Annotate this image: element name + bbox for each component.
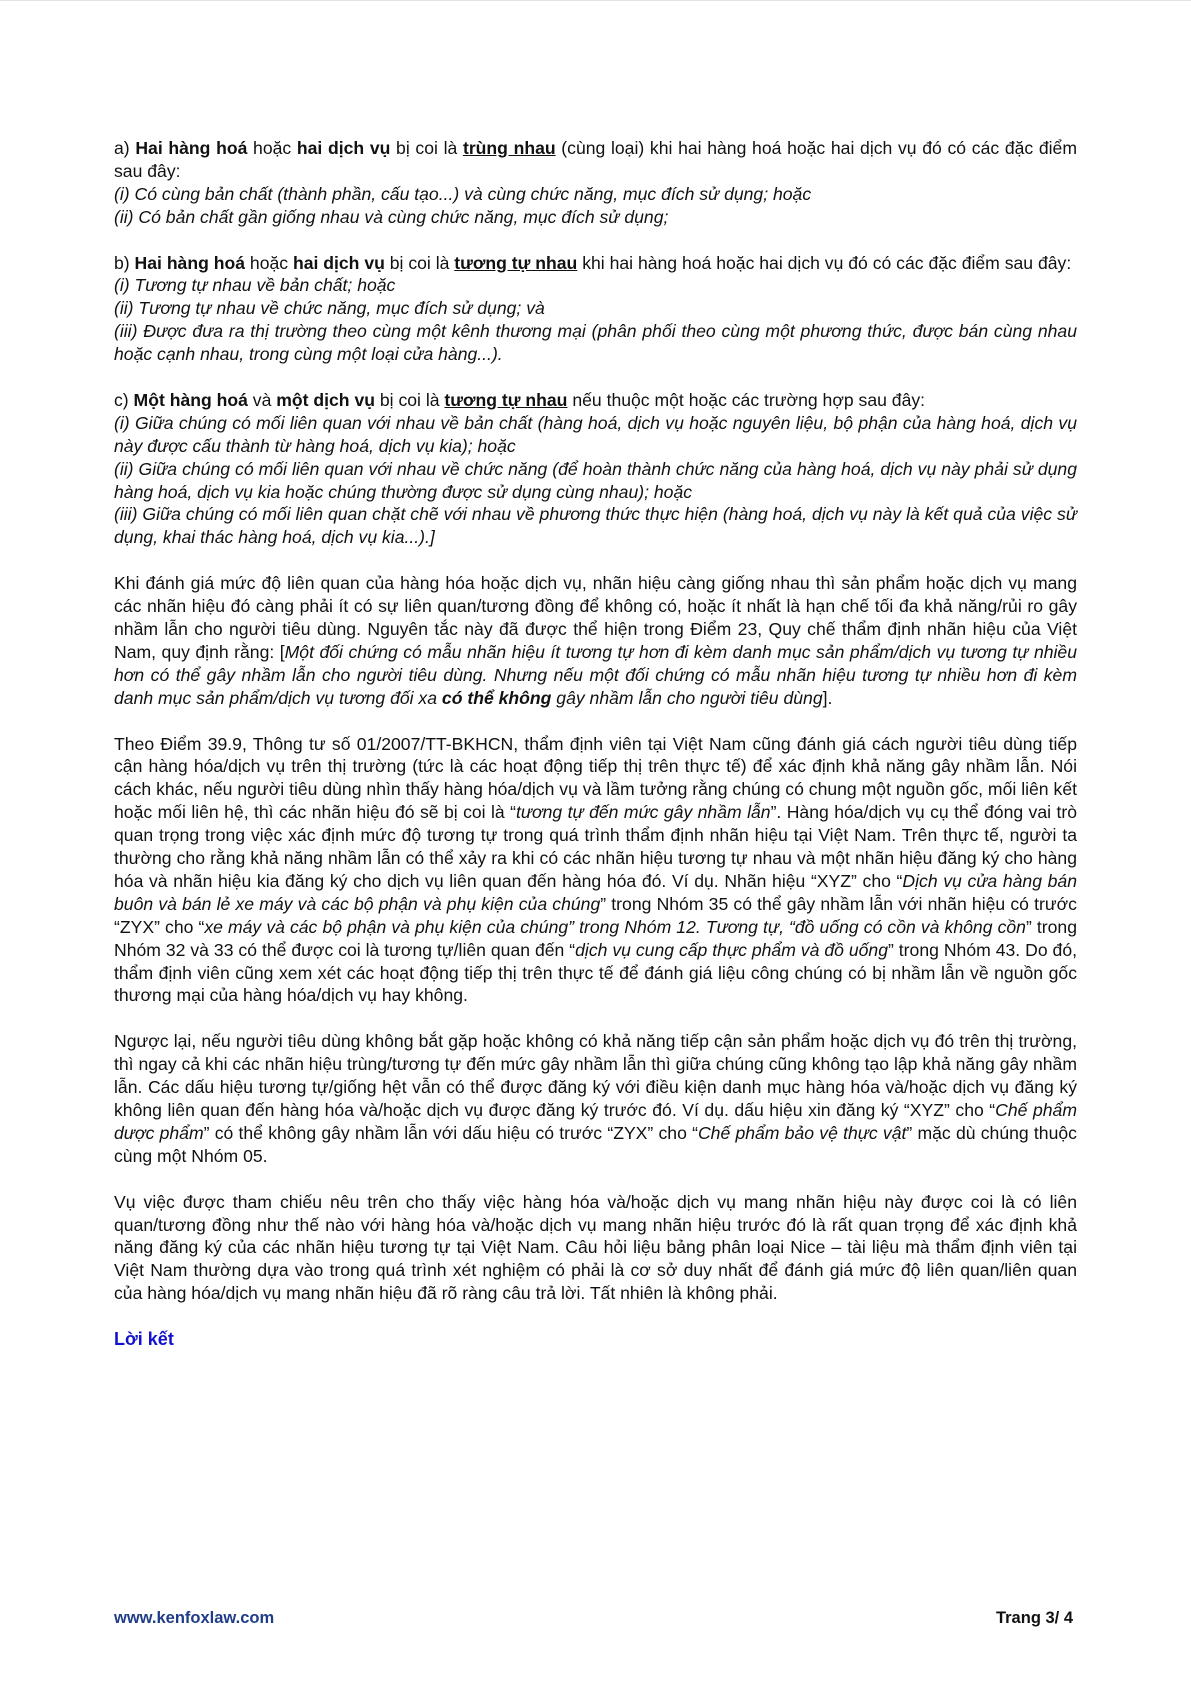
section-b-prefix: b) <box>114 252 135 273</box>
para2-italic-2: Dịch vụ cửa hàng bán buôn và bán lẻ xe máy và các bộ phận và phụ kiện của chúng <box>114 870 1077 914</box>
para2-text-2: ”. Hàng hóa/dịch vụ cụ thể đóng vai trò quan trọng trong việc xác định mức độ tương tự trong quá trình thẩm định nhãn hiệu tại Việt Nam. Trên thực tế, người ta thường cho rằng khả năng nhầm lẫn có thể xảy ra khi có các nhãn hiệu tương tự nhau và một nhãn hiệu đăng ký cho hàng hóa và nhãn hiệu kia đăng ký cho dịch vụ liên quan đến hàng hóa đó. Ví dụ. Nhãn hiệu “XYZ” cho “ <box>114 802 1077 891</box>
section-a-mid: bị coi là <box>390 138 463 158</box>
footer-website-link[interactable]: www.kenfoxlaw.com <box>114 1609 275 1627</box>
section-a <box>114 137 1077 229</box>
para1-quote-1: Một đối chứng có mẫu nhãn hiệu ít tương tự hơn đi kèm danh mục sản phẩm/dịch vụ tương tự nhiều hơn có thể gây nhầm lẫn cho người tiêu dùng. Nhưng nếu một đối chứng có mẫu nhãn hiệu tương tự nhiều hơn đi kèm danh mục sản phẩm/dịch vụ tương đối xa <box>114 641 1077 708</box>
section-c-rest: nếu thuộc một hoặc các trường hợp sau đây: <box>567 389 926 410</box>
section-a-item-1: (i) Có cùng bản chất (thành phần, cấu tạo...) và cùng chức năng, mục đích sử dụng; hoặc <box>114 183 812 204</box>
section-c-item-1: (i) Giữa chúng có mối liên quan với nhau về bản chất (hàng hoá, dịch vụ hoặc nguyên liệu, bộ phận của hàng hoá, dịch vụ này được cấu thành từ hàng hoá, dịch vụ kia); hoặc <box>114 412 1077 456</box>
section-a-rest: (cùng loại) khi hai hàng hoá hoặc hai dịch vụ đó có các đặc điểm sau đây: <box>114 138 1077 181</box>
section-b <box>114 252 1077 367</box>
section-c-term2: một dịch vụ <box>276 389 375 410</box>
paragraph-relatedness <box>114 572 1077 709</box>
section-c-term1: Một hàng hoá <box>133 389 248 410</box>
para2-text-4: ” trong Nhóm 32 và 33 có thể được coi là tương tự/liên quan đến “ <box>114 916 1077 960</box>
section-b-item-2: (ii) Tương tự nhau về chức năng, mục đích sử dụng; và <box>114 298 545 319</box>
para1-text-2: ]. <box>822 687 833 708</box>
para1-quote-emphasis: có thể không <box>441 687 552 708</box>
section-b-keyword: tương tự nhau <box>454 252 578 273</box>
section-b-rest: khi hai hàng hoá hoặc hai dịch vụ đó có các đặc điểm sau đây: <box>577 252 1072 273</box>
section-b-conj: hoặc <box>245 252 293 273</box>
section-b-term2: hai dịch vụ <box>292 252 385 273</box>
paragraph-conversely <box>114 1030 1077 1167</box>
section-a-term1: Hai hàng hoá <box>135 138 248 158</box>
section-c <box>114 389 1077 549</box>
para2-text-1: Theo Điểm 39.9, Thông tư số 01/2007/TT-BKHCN, thẩm định viên tại Việt Nam cũng đánh giá cách người tiêu dùng tiếp cận hàng hóa/dịch vụ trên thị trường (tức là các hoạt động tiếp thị trên thực tế) để xác định khả năng gây nhầm lẫn. Nói cách khác, nếu người tiêu dùng nhìn thấy hàng hóa/dịch vụ và lầm tưởng rằng chúng có chung một nguồn gốc, mối liên kết hoặc mối liên hệ, thì các nhãn hiệu đó sẽ bị coi là “ <box>114 733 1077 823</box>
para3-text-2: ” có thể không gây nhầm lẫn với dấu hiệu có trước “ZYX” cho “ <box>203 1122 698 1143</box>
para3-text-1: Ngược lại, nếu người tiêu dùng không bắt gặp hoặc không có khả năng tiếp cận sản phẩm hoặc dịch vụ đó trên thị trường, thì ngay cả khi các nhãn hiệu trùng/tương tự đến mức gây nhầm lẫn thì giữa chúng cũng không tạo lập khả năng gây nhầm lẫn. Các dấu hiệu tương tự/giống hệt vẫn có thể được đăng ký với điều kiện danh mục hàng hóa và/hoặc dịch vụ đăng ký không liên quan đến hàng hóa và/hoặc dịch vụ được đăng ký trước đó. Ví dụ. dấu hiệu xin đăng ký “XYZ” cho “ <box>114 1031 1077 1120</box>
section-a-item-2: (ii) Có bản chất gần giống nhau và cùng chức năng, mục đích sử dụng; <box>114 206 669 227</box>
section-c-mid: bị coi là <box>374 389 445 410</box>
document-body <box>114 137 1077 1374</box>
para3-text-3: ” mặc dù chúng thuộc cùng một Nhóm 05. <box>114 1122 1077 1166</box>
section-a-term2: hai dịch vụ <box>296 138 391 158</box>
para2-italic-3: xe máy và các bộ phận và phụ kiện của chúng” trong Nhóm 12. Tương tự, “đồ uống có cồn và không cồn <box>204 916 1026 937</box>
paragraph-case-reference: Vụ việc được tham chiếu nêu trên cho thấy việc hàng hóa và/hoặc dịch vụ mang nhãn hiệu này được coi là có liên quan/tương đồng như thế nào với hàng hóa và/hoặc dịch vụ mang nhãn hiệu trước đó là rất quan trọng để xác định khả năng đăng ký của các nhãn hiệu tương tự tại Việt Nam. Câu hỏi liệu bảng phân loại Nice – tài liệu mà thẩm định viên tại Việt Nam thường dựa vào trong quá trình xét nghiệm có phải là cơ sở duy nhất để đánh giá mức độ liên quan/liên quan của hàng hóa/dịch vụ mang nhãn hiệu đã rõ ràng câu trả lời. Tất nhiên là không phải. <box>114 1191 1077 1304</box>
paragraph-circular <box>114 733 1077 1008</box>
section-a-prefix: a) <box>114 138 136 158</box>
section-a-keyword: trùng nhau <box>462 138 556 158</box>
para1-quote-2: gây nhầm lẫn cho người tiêu dùng <box>551 687 823 708</box>
footer-page-number: Trang 3/ 4 <box>995 1609 1073 1627</box>
para2-italic-4: dịch vụ cung cấp thực phẩm và đồ uống <box>575 939 888 960</box>
section-c-item-3: (iii) Giữa chúng có mối liên quan chặt chẽ với nhau về phương thức thực hiện (hàng hoá, dịch vụ này là kết quả của việc sử dụng, khai thác hàng hoá, dịch vụ kia...).] <box>114 504 1077 548</box>
para3-italic-2: Chế phẩm bảo vệ thực vật <box>697 1122 907 1143</box>
section-heading-conclusion: Lời kết <box>114 1329 174 1350</box>
para2-text-3: ” trong Nhóm 35 có thể gây nhầm lẫn với nhãn hiệu có trước “ZYX” cho “ <box>114 893 1077 937</box>
section-c-conj: và <box>247 389 277 410</box>
section-b-item-3: (iii) Được đưa ra thị trường theo cùng một kênh thương mại (phân phối theo cùng một phương thức, được bán cùng nhau hoặc cạnh nhau, trong cùng một loại cửa hàng...). <box>114 321 1077 365</box>
para1-text-1: Khi đánh giá mức độ liên quan của hàng hóa hoặc dịch vụ, nhãn hiệu càng giống nhau thì sản phẩm hoặc dịch vụ mang các nhãn hiệu đó càng phải ít có sự liên quan/tương đồng để không có, hoặc ít nhất là hạn chế tối đa khả năng/rủi ro gây nhầm lẫn cho người tiêu dùng. Nguyên tắc này đã được thể hiện trong Điểm 23, Quy chế thẩm định nhãn hiệu của Việt Nam, quy định rằng: [ <box>114 573 1077 662</box>
section-b-mid: bị coi là <box>384 252 455 273</box>
para2-text-5: ” trong Nhóm 43. Do đó, thẩm định viên cũng xem xét các hoạt động tiếp thị trên thực tế để đánh giá liệu công chúng có bị nhầm lẫn về nguồn gốc thương mại của hàng hóa/dịch vụ hay không. <box>114 939 1078 1006</box>
section-b-item-1: (i) Tương tự nhau về bản chất; hoặc <box>114 275 396 296</box>
section-c-prefix: c) <box>114 389 134 410</box>
section-a-conj: hoặc <box>247 138 297 158</box>
section-c-item-2: (ii) Giữa chúng có mối liên quan với nhau về chức năng (để hoàn thành chức năng của hàng hoá, dịch vụ này phải sử dụng hàng hoá, dịch vụ kia hoặc chúng thường được sử dụng cùng nhau); hoặc <box>114 458 1077 502</box>
section-c-keyword: tương tự nhau <box>444 389 568 410</box>
para3-italic-1: Chế phẩm dược phẩm <box>114 1099 1077 1143</box>
section-b-term1: Hai hàng hoá <box>134 252 246 273</box>
para2-italic-1: tương tự đến mức gây nhầm lẫn <box>515 802 771 823</box>
